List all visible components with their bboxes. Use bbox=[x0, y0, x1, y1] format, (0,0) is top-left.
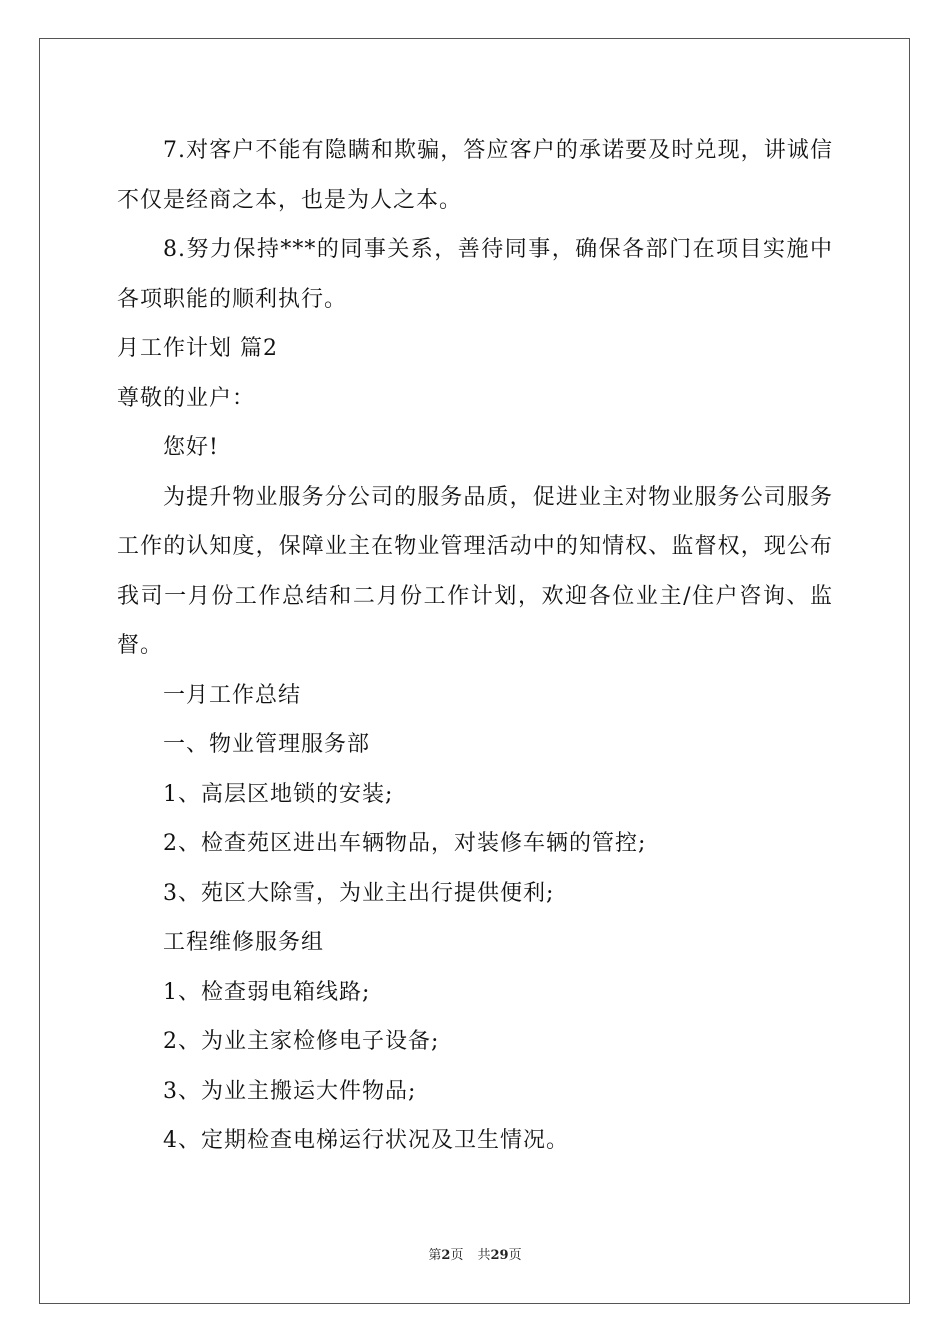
list-item: 3、为业主搬运大件物品; bbox=[163, 1078, 417, 1104]
page-suffix: 页 bbox=[450, 1248, 464, 1263]
subsection-heading-maintenance: 工程维修服务组 bbox=[163, 930, 325, 955]
page-footer bbox=[0, 1244, 950, 1263]
section-heading: 月工作计划 篇2 bbox=[117, 336, 278, 361]
total-suffix: 页 bbox=[508, 1248, 522, 1263]
paragraph-item-8: 8.努力保持***的同事关系，善待同事，确保各部门在项目实施中各项职能的顺利执行。 bbox=[117, 237, 833, 312]
greeting: 您好! bbox=[163, 435, 219, 460]
document-body bbox=[117, 126, 833, 1166]
list-item: 2、检查苑区进出车辆物品，对装修车辆的管控; bbox=[163, 831, 647, 856]
list-item: 4、定期检查电梯运行状况及卫生情况。 bbox=[163, 1128, 569, 1153]
page-prefix: 第 bbox=[428, 1248, 442, 1263]
total-pages: 29 bbox=[490, 1248, 509, 1263]
total-prefix: 共 bbox=[477, 1248, 491, 1263]
subsection-heading-property: 一、物业管理服务部 bbox=[163, 732, 371, 757]
list-item: 3、苑区大除雪，为业主出行提供便利; bbox=[163, 880, 555, 906]
list-item: 1、高层区地锁的安装; bbox=[163, 781, 394, 807]
summary-heading: 一月工作总结 bbox=[163, 682, 302, 708]
list-item: 1、检查弱电箱线路; bbox=[163, 979, 371, 1005]
page-number: 2 bbox=[441, 1248, 451, 1263]
salutation: 尊敬的业户： bbox=[117, 385, 256, 411]
list-item: 2、为业主家检修电子设备; bbox=[163, 1029, 440, 1054]
paragraph-item-7: 7.对客户不能有隐瞒和欺骗，答应客户的承诺要及时兑现，讲诚信不仅是经商之本，也是为人之本。 bbox=[117, 138, 833, 213]
intro-paragraph: 为提升物业服务分公司的服务品质，促进业主对物业服务公司服务工作的认知度，保障业主在物业管理活动中的知情权、监督权，现公布我司一月份工作总结和二月份工作计划，欢迎各位业主/住户咨询、监督。 bbox=[117, 484, 833, 658]
